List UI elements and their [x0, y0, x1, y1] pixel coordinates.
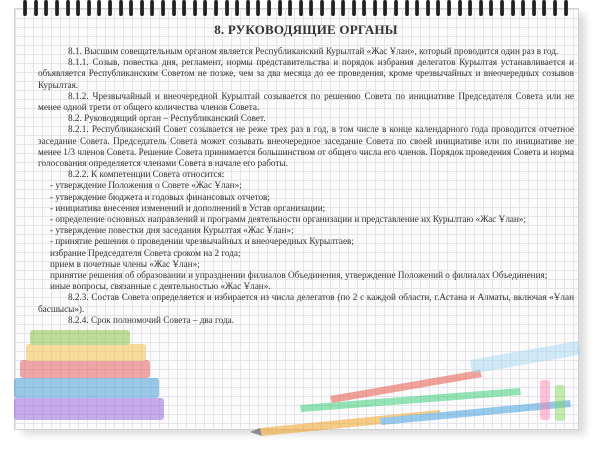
competence-list-item: - инициатива внесения изменений и дополнений в Устав организации;: [50, 202, 326, 213]
paragraph: 8.1.1. Созыв, повестка дня, регламент, нормы представительства и порядок избрания делегатов Курылтая устанавливается и объявляется Республиканским Советом не позже, чем за два месяца до ее проведения, кроме чрезвычайных и внеочередных созывов Курылтая.: [38, 57, 574, 90]
pencils-illustration: [250, 370, 571, 436]
competence-list-item: - утверждение Положения о Совете «Жас Ұлан»;: [50, 180, 242, 191]
document-body: [38, 22, 574, 326]
paragraph: 8.1. Высшим совещательным органом является Республиканский Курылтай «Жас Ұлан», который проводится один раз в год.: [68, 46, 559, 56]
paragraph: 8.2.3. Состав Совета определяется и избирается из числа делегатов (по 2 с каждой области, г.Астана и Алматы, включая «Ұлан басшысы»).: [38, 292, 574, 314]
competence-list-item: - утверждение бюджета и годовых финансовых отчетов;: [50, 191, 270, 202]
paragraph: 8.2.4. Срок полномочий Совета – два года.: [68, 314, 234, 325]
competence-list-item: - утверждение повестки дня заседания Курылтая «Жас Ұлан»;: [50, 225, 294, 236]
competence-list-item: - определение основных направлений и программ деятельности организации и представление их Курылтаю «Жас Ұлан»;: [50, 214, 527, 225]
competence-list-item: избрание Председателя Совета сроком на 2 года;: [50, 247, 241, 258]
paragraph: 8.1.2. Чрезвычайный и внеочередной Курылтай созывается по решению Совета по инициативе Председателя Совета или не менее одной трети от общего количества членов Совета.: [38, 90, 574, 113]
paragraph: 8.2.1. Республиканский Совет созывается не реже трех раз в год, в том числе в конце календарного года проводится отчетное заседание Совета. Председатель Совета может созывать внеочередное заседание Совета по своей инициативе или по инициативе не менее 1/3 членов Совета. Решение Совета принимается большинством от общего числа его членов. Порядок проведения Совета и норма голосования определяется членами Совета в начале его работы.: [38, 124, 574, 169]
competence-list-item: иные вопросы, связанные с деятельностью «Жас Ұлан».: [50, 281, 271, 292]
ruler-illustration: [470, 341, 581, 374]
paragraph: 8.2. Руководящий орган – Республиканский Совет.: [68, 113, 266, 124]
competence-list-item: прием в почетные члены «Жас Ұлан»;: [50, 258, 200, 269]
markers-illustration: [540, 380, 565, 421]
page-title: 8. РУКОВОДЯЩИЕ ОРГАНЫ: [214, 22, 398, 37]
paragraph: 8.2.2. К компетенции Совета относится:: [68, 169, 225, 180]
competence-list-item: - принятие решения о проведении чрезвычайных и внеочередных Курылтаев;: [50, 236, 354, 247]
books-illustration: [14, 330, 164, 420]
competence-list-item: принятие решения об образовании и упразднении филиалов Объединения, утверждение Положений о филиалах Объединения;: [50, 270, 548, 281]
